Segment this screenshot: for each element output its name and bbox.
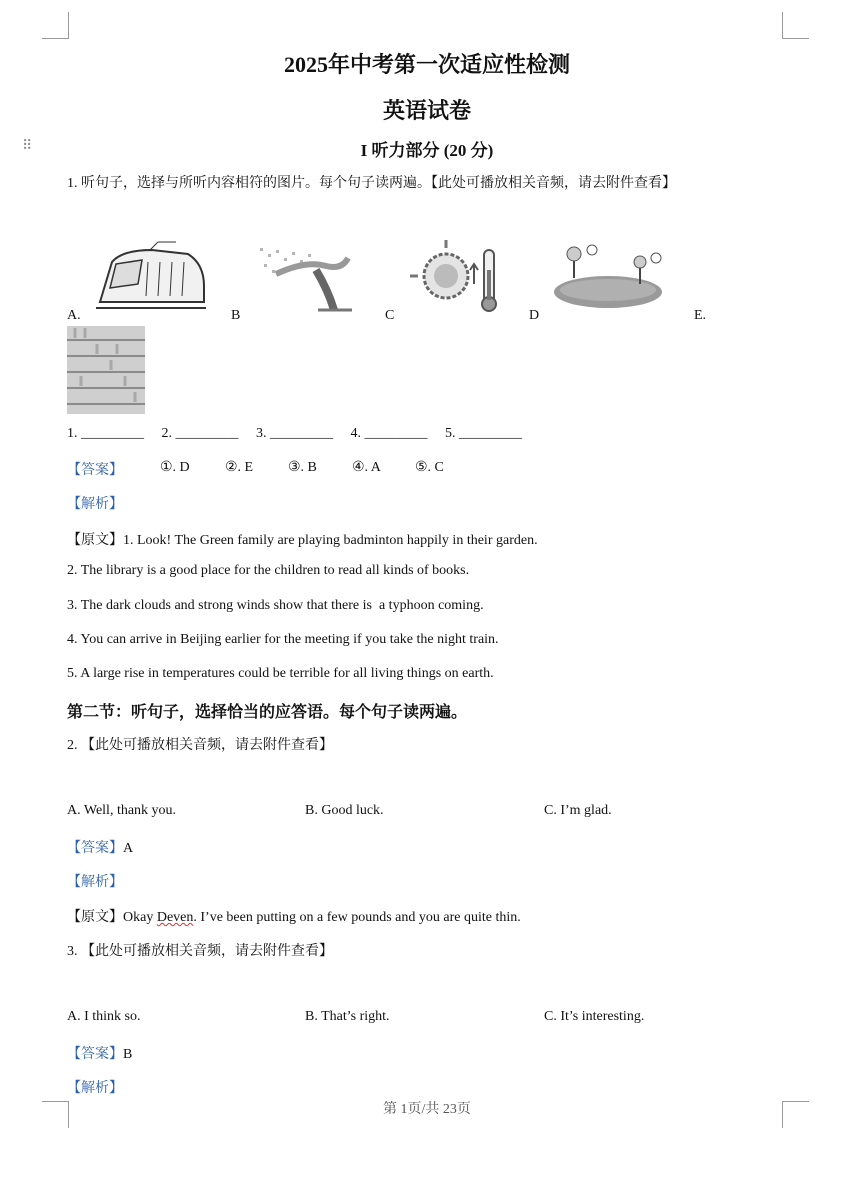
question-1-prompt: 1. 听句子，选择与所听内容相符的图片。每个句子读两遍。【此处可播放相关音频，请去附件查看】	[67, 176, 676, 191]
badminton-family-picture	[552, 242, 664, 312]
question-2-option-c: C. I’m glad.	[544, 803, 612, 818]
section-2-heading: 第二节：听句子，选择恰当的应答语。每个句子读两遍。	[67, 704, 468, 721]
transcript-line: 4. You can arrive in Beijing earlier for the meeting if you take the night train.	[67, 632, 499, 647]
question-2-option-a: A. Well, thank you.	[67, 803, 177, 818]
answer-item: ③. B	[288, 460, 317, 475]
document-subtitle: 英语试卷	[382, 98, 471, 123]
question-3-option-c: C. It’s interesting.	[544, 1009, 645, 1024]
option-label-d: D	[529, 308, 540, 323]
question-2-prompt: 2. 【此处可播放相关音频，请去附件查看】	[67, 738, 333, 753]
question-2-transcript	[67, 906, 521, 926]
spellcheck-word: Deven	[156, 910, 194, 925]
answer-item: ⑤. C	[415, 460, 444, 475]
answer-value: A	[123, 841, 134, 856]
answer-tag: 【答案】	[67, 841, 123, 856]
question-3-option-b: B. That’s right.	[305, 1009, 390, 1024]
transcript-line: 【原文】1. Look! The Green family are playing badminton happily in their garden.	[67, 533, 538, 548]
drag-handle-icon[interactable]: ⠿	[22, 139, 31, 154]
question-2-answer	[67, 837, 133, 857]
transcript-line: 5. A large rise in temperatures could be terrible for all living things on earth.	[67, 666, 494, 681]
answer-item: ④. A	[352, 460, 381, 475]
section-heading: I 听力部分 (20 分)	[360, 141, 494, 160]
answer-item: ①. D	[160, 460, 190, 475]
answer-tag: 【答案】	[67, 1047, 123, 1062]
corner-mark-top-left	[42, 12, 69, 39]
answer-item: ②. E	[225, 460, 254, 475]
question-2-option-b: B. Good luck.	[305, 803, 384, 818]
typhoon-picture	[256, 240, 356, 314]
corner-mark-top-right	[782, 12, 809, 39]
option-label-b: B	[231, 308, 241, 323]
answer-blanks: 1. _________ 2. _________ 3. _________ 4. _________ 5. _________	[67, 426, 522, 441]
option-label-a: A.	[67, 308, 81, 323]
transcript-prefix: 【原文】Okay	[67, 910, 157, 925]
train-picture	[92, 240, 208, 314]
transcript-line: 2. The library is a good place for the children to read all kinds of books.	[67, 563, 470, 578]
answer-tag: 【答案】	[67, 463, 123, 478]
library-picture	[67, 326, 145, 414]
option-label-e: E.	[694, 308, 707, 323]
document-title: 2025年中考第一次适应性检测	[283, 52, 570, 77]
page-number: 第 1页/共 23页	[383, 1102, 471, 1117]
transcript-rest: . I’ve been putting on a few pounds and you are quite thin.	[193, 910, 521, 925]
analysis-tag: 【解析】	[67, 875, 123, 890]
answer-value: B	[123, 1047, 133, 1062]
analysis-tag: 【解析】	[67, 1081, 123, 1096]
option-label-c: C	[385, 308, 395, 323]
question-3-prompt: 3. 【此处可播放相关音频，请去附件查看】	[67, 944, 333, 959]
thermometer-sun-picture	[410, 234, 506, 314]
analysis-tag: 【解析】	[67, 497, 123, 512]
question-3-option-a: A. I think so.	[67, 1009, 141, 1024]
question-3-answer	[67, 1043, 132, 1063]
transcript-line: 3. The dark clouds and strong winds show that there is a typhoon coming.	[67, 598, 484, 613]
